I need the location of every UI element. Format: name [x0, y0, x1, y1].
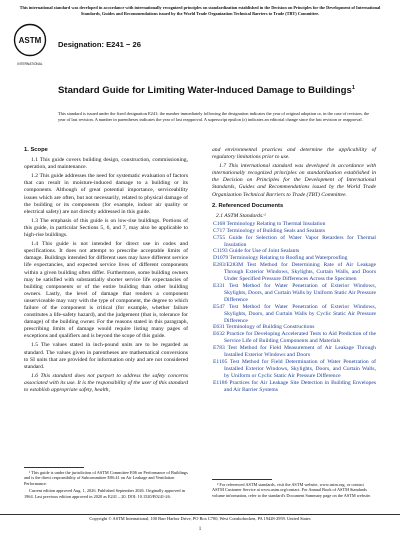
- reference-item[interactable]: [212, 345, 376, 359]
- standard-note: This standard is issued under the fixed designation E241; the number immediately following the designation indicates the year of original adoption or, in the case of revision, the year of last revision. A number in parentheses indicates the year of last reapproval. A superscript epsilon (ε) indicates an editorial change since the last revision or reapproval.: [58, 111, 370, 122]
- ref-title[interactable]: Guide for Selection of Water Vapor Retarders for Thermal Insulation: [224, 234, 376, 248]
- svg-text:INTERNATIONAL: INTERNATIONAL: [17, 62, 43, 66]
- reference-item[interactable]: [212, 359, 376, 380]
- para-1-6: 1.6 This standard does not purport to address the safety concerns associated with its use. It is the responsibility of the user of this standard to establish appropriate safety, health,: [24, 372, 188, 393]
- para-1-2: 1.2 This guide addresses the need for systematic evaluation of factors that can result in moisture-induced damage to a building or its components. Although of great potential importance, serviceability issues which are often, but not necessarily, related to physical damage of the building or its components (for example, indoor air quality or electrical safety) are not directly addressed in this guide.: [24, 173, 188, 215]
- astm-standards-label: 2.1 ASTM Standards:²: [216, 212, 266, 219]
- ref-code[interactable]: E547: [213, 303, 225, 310]
- right-column: [212, 147, 376, 394]
- reference-item[interactable]: [212, 228, 376, 235]
- left-footnote-rule: [24, 467, 84, 468]
- ref-title[interactable]: Terminology of Building Constructions: [226, 324, 315, 331]
- page-number: 1: [198, 527, 202, 532]
- ref-code[interactable]: E783: [213, 345, 225, 352]
- para-1-3: 1.3 The emphasis of this guide is on low-rise buildings. Portions of this guide, in particular Sections 5, 6, and 7, may also be applicable to high-rise buildings.: [24, 217, 188, 239]
- ref-code[interactable]: E1105: [213, 358, 228, 365]
- ref-code[interactable]: E283/E283M: [213, 262, 244, 269]
- designation: Designation: E241 − 26: [58, 40, 141, 49]
- reference-item[interactable]: [212, 304, 376, 325]
- ref-title[interactable]: Practice for Developing Accelerated Tests to Aid Prediction of the Service Life of Building Components and Materials: [224, 331, 376, 345]
- ref-title[interactable]: Test Method for Field Determination of Water Penetration of Installed Exterior Windows, Skylights, Doors, and Curtain Walls, by Uniform or Cyclic Static Air Pressure Difference: [224, 358, 376, 379]
- ref-code[interactable]: E331: [213, 283, 225, 289]
- reference-item[interactable]: [212, 283, 376, 304]
- copyright-footer: Copyright © ASTM International, 100 Barr Harbor Drive, PO Box C700, West Conshohocken, PA 19428-2959. United States: [89, 516, 311, 521]
- page-title: [58, 82, 358, 97]
- ref-title[interactable]: Test Method for Determining Rate of Air Leakage Through Exterior Windows, Skylights, Curtain Walls, and Doors Under Specified Pressure Differences Across the Specimen: [224, 262, 376, 283]
- ref-code[interactable]: E631: [213, 324, 225, 331]
- ref-code[interactable]: C755: [213, 234, 226, 241]
- footnote-1: ¹ This guide is under the jurisdiction of ASTM Committee E06 on Performance of Buildings and is the direct responsibility of Subcommittee E06.41 on Air Leakage and Ventilation Performance.: [24, 470, 188, 486]
- referenced-documents-heading: 2. Referenced Documents: [212, 202, 284, 209]
- para-1-4: 1.4 This guide is not intended for direct use in codes and specifications. It does not attempt to prescribe acceptable limits of damage. Buildings intended for different uses may have different service life expectancies, and expected service lives of different components within a given building often differ. Furthermore, some building owners may be satisfied with substantially shorter service life expectancies of building components or of the entire building than other building owners. Lastly, the level of damage that renders a component unserviceable may vary with the type of component, the degree to which failure of the component is critical (for example, whether failure constitutes a life-safety hazard), and the judgement (that is, tolerance for damage) of the building owner. For the reasons stated in this paragraph, prescribing limits of damage would require listing many pages of exceptions and qualifiers and is beyond the scope of this guide.: [24, 241, 188, 340]
- ref-code[interactable]: C168: [213, 220, 226, 227]
- ref-code[interactable]: E632: [213, 331, 225, 338]
- left-column: [24, 147, 188, 396]
- ref-code[interactable]: C1193: [213, 248, 228, 255]
- svg-text:ASTM: ASTM: [18, 36, 42, 45]
- title-footnote-mark: 1: [351, 85, 355, 91]
- ref-title[interactable]: Terminology of Building Seals and Sealants: [226, 227, 326, 234]
- reference-item[interactable]: [212, 380, 376, 394]
- footer-divider: [0, 514, 400, 515]
- reference-item[interactable]: [212, 221, 376, 228]
- ref-title[interactable]: Guide for Use of Joint Sealants: [229, 248, 300, 255]
- reference-item[interactable]: [212, 235, 376, 249]
- ref-title[interactable]: Terminology Relating to Thermal Insulation: [226, 220, 326, 227]
- ref-title[interactable]: Terminology Relating to Roofing and Waterproofing: [229, 255, 348, 262]
- para-1-1: 1.1 This guide covers building design, construction, commissioning, operation, and maintenance.: [24, 157, 188, 171]
- ref-code[interactable]: E1186: [213, 379, 228, 386]
- footnote-1-edition: Current edition approved Aug. 1, 2026. Published September 2026. Originally approved in 1964. Last previous edition approved in 2020 as E241 – 20. DOI: 10.1520/E0241-26.: [24, 488, 185, 499]
- development-notice: This international standard was developed in accordance with internationally recognized principles on standardization established in the Decision on Principles for the Development of International Standards, Guides and Recommendations issued by the World Trade Organization Technical Barriers to Trade (TBT) Committee.: [19, 5, 381, 16]
- footnote-2-text: ² For referenced ASTM standards, visit the ASTM website, www.astm.org, or contact ASTM Customer Service at www.astm.org/contact. For Annual Book of ASTM Standards volume information, refer to the standard's Document Summary page on the ASTM website.: [212, 482, 372, 498]
- scope-heading: 1. Scope: [24, 147, 48, 153]
- ref-title[interactable]: Practices for Air Leakage Site Detection in Building Envelopes and Air Barrier Systems: [224, 379, 376, 393]
- ref-title[interactable]: Test Method for Water Penetration of Exterior Windows, Skylights, Doors, and Curtain Walls by Uniform Static Air Pressure Difference: [224, 283, 376, 303]
- title-text: Standard Guide for Limiting Water-Induced Damage to Buildings: [58, 85, 352, 97]
- ref-title[interactable]: Test Method for Field Measurement of Air Leakage Through Installed Exterior Windows and Doors: [224, 345, 376, 359]
- para-1-7: 1.7 This international standard was developed in accordance with internationally recognized principles on standardization established in the Decision on Principles for the Development of International Standards, Guides and Recommendations issued by the World Trade Organization Technical Barriers to Trade (TBT) Committee.: [212, 163, 376, 198]
- reference-list: [212, 221, 376, 394]
- left-footnotes: [24, 470, 188, 501]
- ref-title[interactable]: Test Method for Water Penetration of Exterior Windows, Skylights, Doors, and Curtain Walls by Cyclic Static Air Pressure Difference: [224, 303, 376, 324]
- footnote-2: [212, 482, 376, 500]
- reference-item[interactable]: [212, 262, 376, 283]
- right-footnote-rule: [212, 479, 272, 480]
- para-1-6-cont: and environmental practices and determine the applicability of regulatory limitations prior to use.: [212, 147, 376, 161]
- astm-logo: [13, 23, 47, 69]
- ref-code[interactable]: C717: [213, 227, 226, 234]
- ref-code[interactable]: D1079: [213, 255, 229, 262]
- para-1-5: 1.5 The values stated in inch-pound units are to be regarded as standard. The values given in parentheses are mathematical conversions to SI units that are provided for information only and are not considered standard.: [24, 342, 188, 370]
- reference-item[interactable]: [212, 331, 376, 345]
